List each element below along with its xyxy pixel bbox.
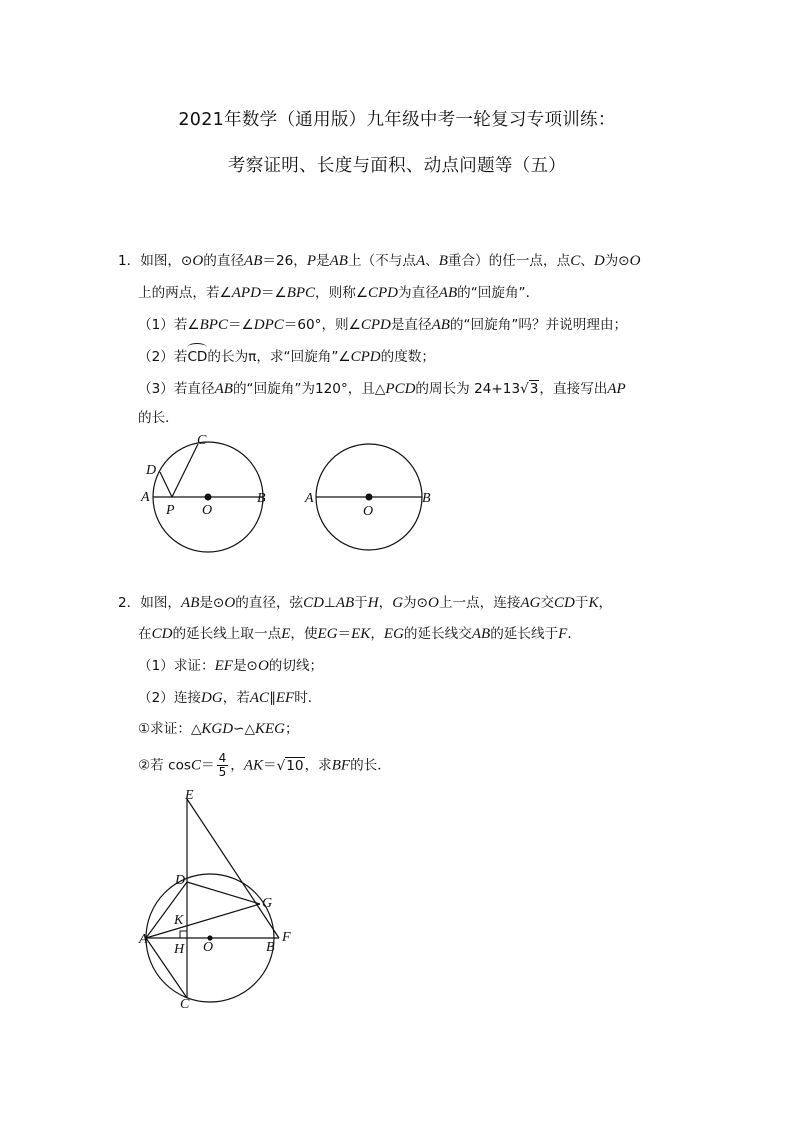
q2-line2: 在CD的延长线上取一点E，使EG＝EK，EG的延长线交AB的延长线于F． (138, 626, 581, 642)
q2-sub1: ①求证：△KGD∽△KEG； (138, 721, 299, 737)
label-a: A (141, 490, 150, 505)
q1-figure-2 (302, 428, 438, 554)
label-b: B (266, 940, 275, 955)
center-dot (205, 494, 212, 501)
label-f: F (282, 930, 291, 945)
line-ag (146, 904, 260, 938)
sqrt-10: √10 (276, 757, 304, 774)
q1-figure-1 (138, 428, 274, 554)
q1-part1: （1）若∠BPC＝∠DPC＝60°，则∠CPD是直径AB的“回旋角”吗？并说明理由； (138, 317, 628, 333)
label-o: O (202, 503, 213, 518)
doc-title-line2: 考察证明、长度与面积、动点问题等（五） (227, 156, 567, 176)
center-dot (366, 494, 373, 501)
label-e: E (185, 788, 194, 803)
label-g: G (262, 896, 273, 911)
q1-line2: 上的两点，若∠APD＝∠BPC，则称∠CPD为直径AB的“回旋角”． (138, 285, 540, 301)
q2-number: 2． (118, 595, 141, 611)
label-b: B (257, 491, 266, 506)
label-a: A (139, 932, 148, 947)
label-d: D (146, 463, 157, 478)
q2-part1: （1）求证：EF是⊙O的切线； (138, 658, 324, 674)
q1-part3-end: 的长． (138, 410, 179, 426)
label-c: C (197, 433, 207, 448)
q2-line1: 2．如图，AB是⊙O的直径，弦CD⊥AB于H，G为⊙O上一点，连接AG交CD于K， (118, 595, 613, 611)
q2-part2: （2）连接DG，若AC∥EF时． (138, 690, 322, 706)
doc-title-line1: 2021年数学（通用版）九年级中考一轮复习专项训练： (178, 110, 616, 130)
label-a: A (305, 491, 314, 506)
sqrt-3: √3 (520, 381, 539, 397)
q2-sub2: ②若 cosC＝ $\frac{4}{5}$ ，AK＝√10，求BF的长． (138, 751, 391, 779)
segment-pd (160, 472, 172, 497)
arc-cd: CD (187, 349, 208, 365)
q2-figure (136, 785, 306, 1010)
q1-number: 1． (118, 253, 141, 269)
label-o: O (203, 940, 214, 955)
q1-part2: （2）若CD的长为π，求“回旋角”∠CPD的度数； (138, 349, 435, 365)
line-ef (187, 799, 279, 938)
label-b: B (422, 491, 431, 506)
right-angle-mark (180, 931, 187, 938)
label-d: D (175, 873, 186, 888)
label-k: K (174, 913, 184, 928)
q1-line1: 1．如图，⊙O的直径AB＝26，P是AB上（不与点A、B重合）的任一点，点C、D为⊙O (118, 253, 641, 269)
label-h: H (174, 942, 185, 957)
q1-part3: （3）若直径AB的“回旋角”为120°，且△PCD的周长为 24+13√3，直接写出AP (138, 381, 626, 397)
label-p: P (166, 503, 175, 518)
label-c: C (180, 997, 190, 1010)
fraction-4-5: $\frac{4}{5}$ (218, 751, 227, 779)
label-o: O (363, 504, 374, 519)
